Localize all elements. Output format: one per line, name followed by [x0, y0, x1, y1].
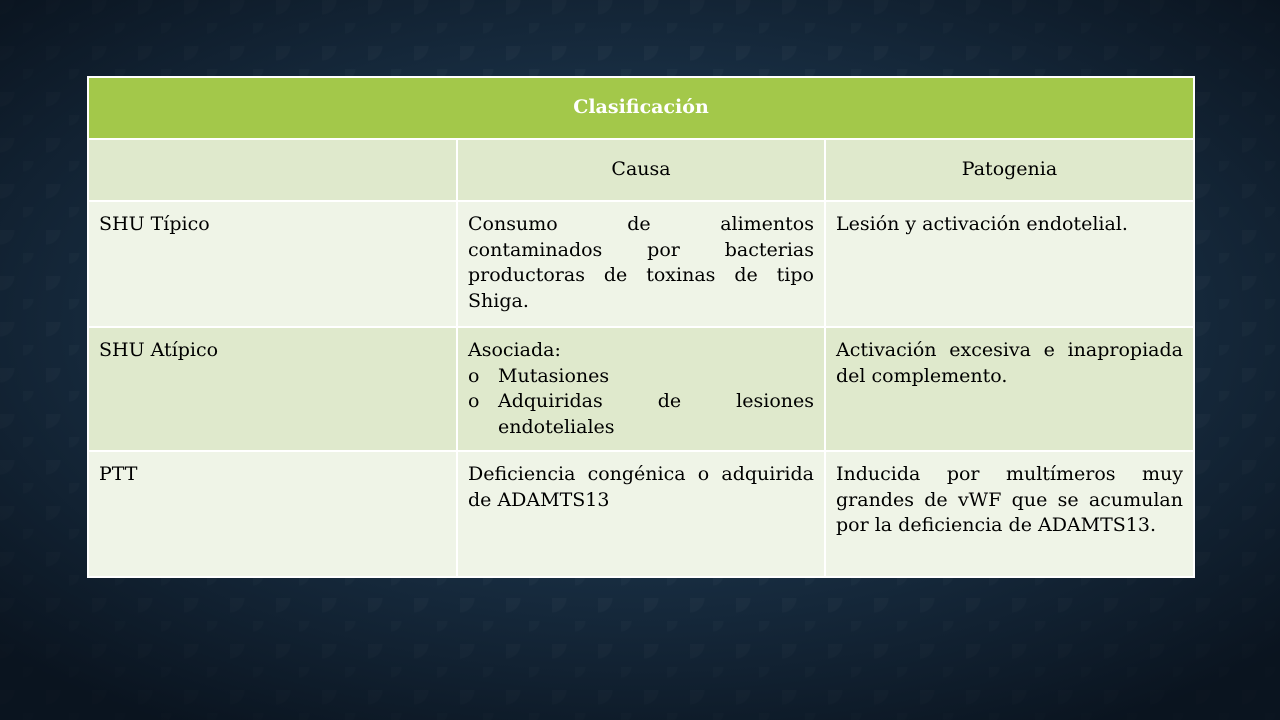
header-causa: Causa — [457, 139, 825, 201]
patogenia-cell: Inducida por multímeros muy grandes de vWF que se acumulan por la deficiencia de ADAMTS13. — [825, 451, 1194, 577]
causa-intro: Asociada: — [468, 339, 561, 361]
patogenia-cell: Activación excesiva e inapropiada del complemento. — [825, 327, 1194, 451]
table-row-ptt — [88, 451, 1194, 577]
causa-cell: Deficiencia congénica o adquirida de ADAMTS13 — [457, 451, 825, 577]
causa-cell — [457, 327, 825, 451]
table-title-row — [88, 77, 1194, 139]
row-label: SHU Típico — [88, 201, 457, 327]
bullet-icon: o — [468, 364, 480, 387]
row-label: PTT — [88, 451, 457, 577]
row-label: SHU Atípico — [88, 327, 457, 451]
list-item — [468, 364, 814, 390]
list-item-text: Mutasiones — [498, 364, 610, 387]
list-item-text: Adquiridas de lesiones endoteliales — [498, 390, 814, 438]
bullet-icon: o — [468, 390, 480, 413]
causa-list — [468, 364, 814, 441]
header-empty — [88, 139, 457, 201]
table-title: Clasificación — [88, 77, 1194, 139]
table-row-shu-atipico — [88, 327, 1194, 451]
causa-cell: Consumo de alimentos contaminados por bacterias productoras de toxinas de tipo Shiga. — [457, 201, 825, 327]
classification-table — [87, 76, 1195, 578]
header-patogenia: Patogenia — [825, 139, 1194, 201]
list-item — [468, 389, 814, 440]
table-header-row — [88, 139, 1194, 201]
patogenia-cell: Lesión y activación endotelial. — [825, 201, 1194, 327]
table-row-shu-tipico — [88, 201, 1194, 327]
